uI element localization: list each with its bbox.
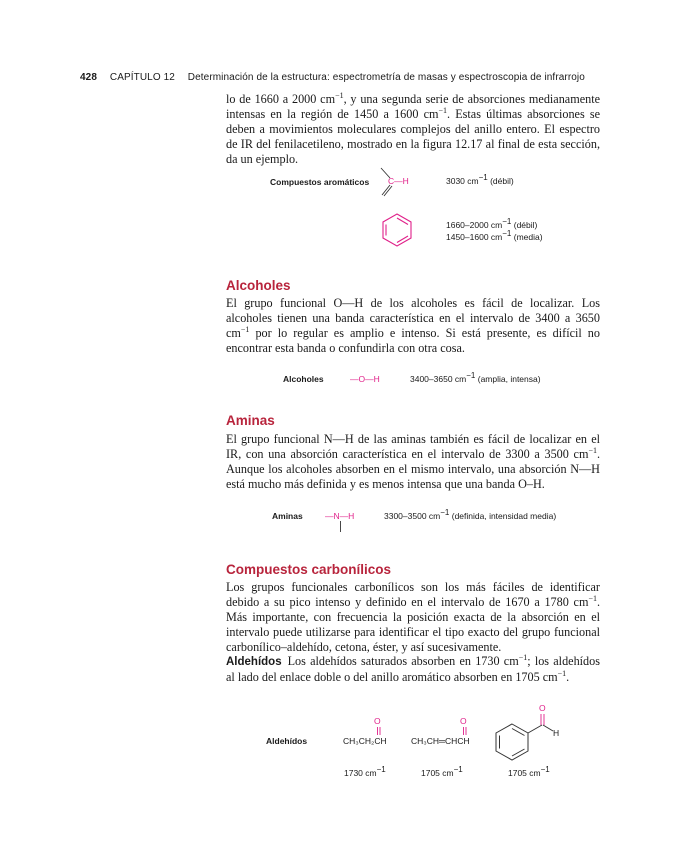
amines-value: 3300–3500 $cm^{-1}$ (definida, intensidad media): [384, 508, 557, 521]
amines-figure-label: Aminas: [272, 511, 303, 521]
alcohols-paragraph: El grupo funcional O—H de los alcoholes es fácil de localizar. Los alcoholes tienen una banda característica en el intervalo de 3400 a 3650 $cm^{-1}$ por lo regular es amplio e intenso. Si está presente, es difícil no encontrar esta banda o confundirla con otra cosa.: [226, 296, 600, 355]
nh-group-label: —N—H: [325, 511, 355, 521]
benzene-ring-icon: [380, 212, 414, 250]
chapter-label: CAPÍTULO 12: [109, 72, 175, 83]
oxygen-label-2: O: [460, 716, 467, 726]
aldehydes-text: Los aldehídos saturados absorben en 1730 $cm^{-1}$; los aldehídos al lado del enlace doble o del anillo aromático absorben en 1705 $cm^{-1}$.: [226, 652, 600, 684]
aromatic-ring-values: 1660–2000 $cm^{-1}$ (débil) 1450–1600 $cm^{-1}$ (media): [446, 217, 543, 242]
amines-heading: Aminas: [226, 413, 275, 428]
oxygen-label-1: O: [374, 716, 381, 726]
page-number: 428: [80, 72, 97, 83]
carbonyl-double-bond-1: [374, 726, 384, 736]
oxygen-label-3: O: [539, 703, 546, 713]
intro-paragraph: lo de 1660 a 2000 $cm^{-1}$, y una segunda serie de absorciones medianamente intensas en la región de 1450 a 1600 $cm^{-1}$. Estas últimas absorciones se deben a movimientos moleculares complejos del anillo entero. El espectro de IR del fenilacetileno, mostrado en la figura 12.17 al final de esta sección, da un ejemplo.: [226, 90, 601, 166]
benzaldehyde-ring-icon: [493, 722, 531, 764]
aldehyde-value-1: 1730 $cm^{-1}$: [344, 765, 386, 778]
alcohols-value: 3400–3650 $cm^{-1}$ (amplia, intensa): [410, 371, 541, 384]
aromatic-label: Compuestos aromáticos: [270, 177, 370, 187]
aldehydes-figure-label: Aldehídos: [266, 736, 308, 746]
amine-bond-line: [337, 519, 343, 533]
aromatic-ch-value: 3030 $cm^{-1}$ (débil): [446, 173, 514, 186]
alcohols-heading: Alcoholes: [226, 278, 291, 293]
crotonaldehyde-formula: CH₃CH═CHCH: [411, 736, 470, 746]
carbonyls-heading: Compuestos carbonílicos: [226, 562, 392, 577]
carbonyl-double-bond-2: [460, 726, 470, 736]
aldehydes-runin: Aldehídos: [226, 656, 282, 668]
running-head: [80, 72, 585, 83]
aldehyde-hydrogen-label: H: [553, 728, 560, 738]
propanal-formula: CH₃CH₂CH: [343, 736, 387, 746]
aldehydes-paragraph: [226, 654, 600, 685]
ch-group-label: C—H: [388, 176, 409, 186]
aldehyde-value-2: 1705 $cm^{-1}$: [421, 765, 463, 778]
carbonyls-paragraph: Los grupos funcionales carbonílicos son los más fáciles de identificar debido a su pico intenso y definido en el intervalo de 1670 a 1780 $cm^{-1}$. Más importante, con frecuencia la posición exacta de la absorción en el intervalo puede utilizarse para identificar el tipo exacto del grupo funcional carbonílico–aldehído, cetona, éster, y así sucesivamente.: [226, 580, 600, 654]
amines-paragraph: El grupo funcional N—H de las aminas también es fácil de localizar en el IR, con una absorción característica en el intervalo de 3300 a 3500 $cm^{-1}$. Aunque los alcoholes absorben en el mismo intervalo, una absorción N—H está mucho más definida y es menos intensa que una banda O–H.: [226, 432, 600, 491]
chapter-title: Determinación de la estructura: espectrometría de masas y espectroscopia de infrarrojo: [187, 72, 585, 83]
oh-group-label: —O—H: [350, 374, 380, 384]
alcohols-figure-label: Alcoholes: [283, 374, 324, 384]
aldehyde-value-3: 1705 $cm^{-1}$: [508, 765, 550, 778]
